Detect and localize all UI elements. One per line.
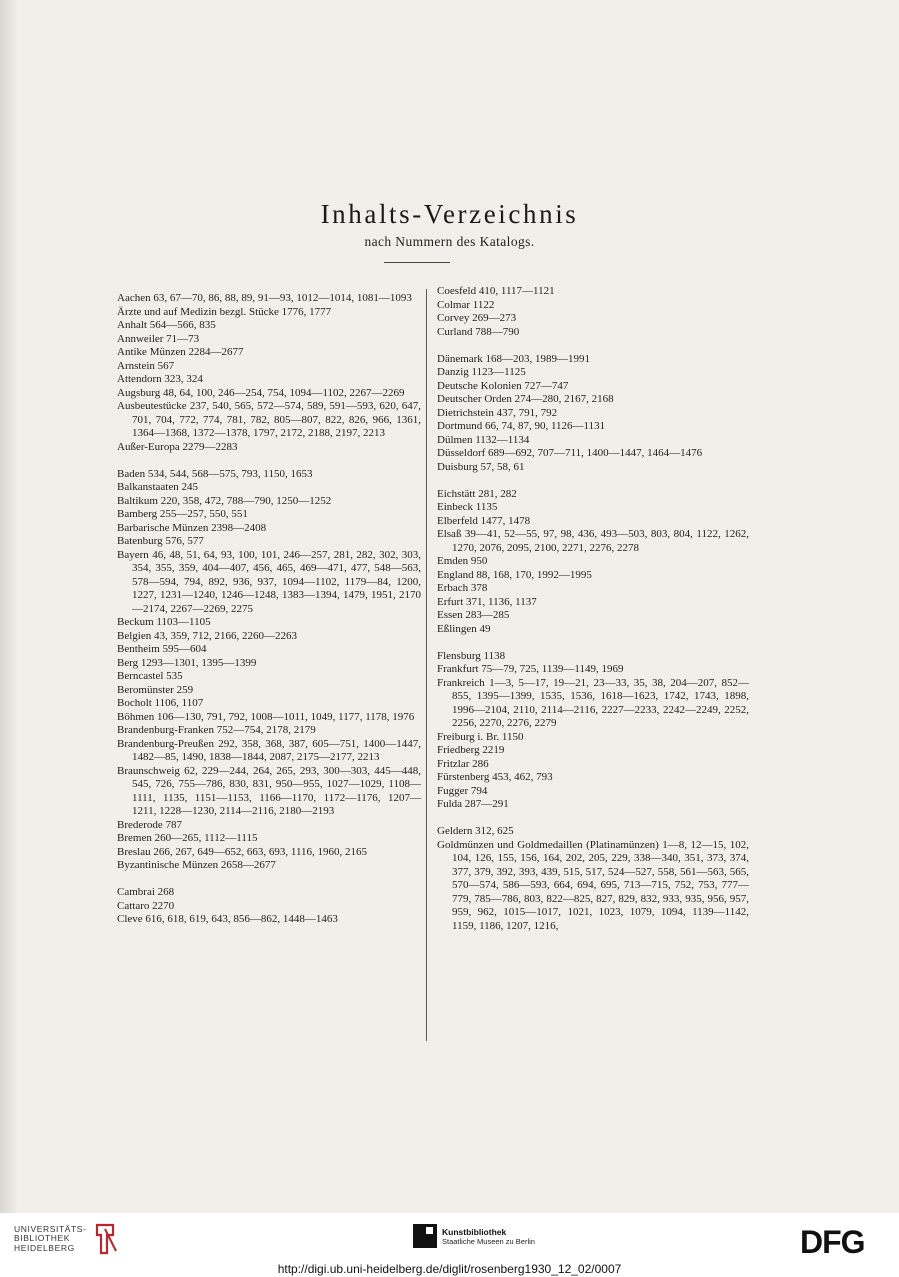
index-entry: Bamberg 255—257, 550, 551 [117, 508, 248, 520]
index-entry: Dülmen 1132—1134 [437, 433, 530, 446]
index-entry: Byzantinische Münzen 2658—2677 [117, 859, 276, 871]
index-entry: Bremen 260—265, 1112—1115 [117, 832, 258, 844]
index-column-left [117, 292, 421, 927]
column-divider [426, 289, 427, 1041]
index-entry: Flensburg 1138 [437, 649, 506, 662]
index-entry: Erbach 378 [437, 582, 488, 594]
page-url[interactable]: http://digi.ub.uni-heidelberg.de/diglit/rosenberg1930_12_02/0007 [277, 1262, 622, 1276]
index-entry: Breslau 266, 267, 649—652, 663, 693, 1116, 1960, 2165 [117, 845, 368, 858]
index-entry: Annweiler 71—73 [117, 332, 200, 345]
index-entry: England 88, 168, 170, 1992—1995 [437, 568, 592, 581]
index-entry: Beckum 1103—1105 [117, 616, 211, 628]
index-entry: Elberfeld 1477, 1478 [437, 514, 531, 527]
index-entry: Beromünster 259 [117, 683, 194, 696]
index-entry: Fritzlar 286 [437, 757, 489, 770]
index-entry: Arnstein 567 [117, 359, 175, 372]
index-entry: Balkanstaaten 245 [117, 481, 198, 493]
index-entry: Curland 788—790 [437, 325, 520, 338]
index-entry: Ausbeutestücke 237, 540, 565, 572—574, 589, 591—593, 620, 647, 701, 704, 772, 774, 781, 782, 805—807, 822, 826, 966, 1361, 1364—1368, 1372—1378, 1797, 2172, 2188, 2197, 2213 [117, 400, 421, 439]
index-entry: Bayern 46, 48, 51, 64, 93, 100, 101, 246—257, 281, 282, 302, 303, 354, 355, 359, 404—407, 456, 465, 469—471, 477, 548—563, 578—594, 794, 892, 936, 937, 1094—1102, 1179—84, 1200, 1227, 1231—1240, 1246—1248, 1383—1394, 1479, 1951, 2170—2174, 2267—2269, 2275 [117, 548, 421, 615]
kunstbibliothek-name: Kunstbibliothek [442, 1226, 507, 1237]
index-entry: Barbarische Münzen 2398—2408 [117, 521, 267, 534]
index-entry: Emden 950 [437, 555, 488, 567]
index-entry: Danzig 1123—1125 [437, 366, 526, 378]
index-entry: Belgien 43, 359, 712, 2166, 2260—2263 [117, 629, 297, 642]
index-entry: Außer-Europa 2279—2283 [117, 440, 238, 453]
index-entry: Fugger 794 [437, 784, 488, 797]
index-entry: Duisburg 57, 58, 61 [437, 460, 525, 473]
heidelberg-seal-icon [93, 1221, 119, 1257]
index-entry: Braunschweig 62, 229—244, 264, 265, 293, 300—303, 445—448, 545, 726, 755—786, 830, 831, 950—955, 1027—1029, 1108—1111, 1135, 1151—1153, 1166—1170, 1172—1176, 1207—1211, 1228—1230, 2114—2116, 2180—2193 [117, 764, 421, 817]
section-gap [437, 812, 749, 826]
index-entry: Friedberg 2219 [437, 744, 505, 756]
index-entry: Cattaro 2270 [117, 899, 175, 912]
kunstbibliothek-subtitle: Staatliche Museen zu Berlin [442, 1236, 535, 1246]
index-entry: Bocholt 1106, 1107 [117, 697, 204, 709]
section-gap [437, 339, 749, 353]
section-gap [117, 454, 421, 468]
index-entry: Ärzte und auf Medizin bezgl. Stücke 1776, 1777 [117, 305, 332, 318]
index-entry: Deutsche Kolonien 727—747 [437, 379, 569, 392]
index-entry: Dietrichstein 437, 791, 792 [437, 406, 558, 419]
index-entry: Coesfeld 410, 1117—1121 [437, 285, 555, 297]
index-entry: Eichstätt 281, 282 [437, 487, 517, 500]
index-entry: Attendorn 323, 324 [117, 373, 203, 385]
index-entry: Freiburg i. Br. 1150 [437, 730, 524, 743]
index-entry: Corvey 269—273 [437, 312, 517, 324]
index-entry: Berncastel 535 [117, 670, 183, 682]
index-entry: Böhmen 106—130, 791, 792, 1008—1011, 1049, 1177, 1178, 1976 [117, 710, 415, 723]
page-title: Inhalts-Verzeichnis [320, 199, 579, 229]
index-entry: Aachen 63, 67—70, 86, 88, 89, 91—93, 1012—1014, 1081—1093 [117, 292, 412, 304]
kunstbibliothek-logo[interactable] [413, 1224, 535, 1248]
index-entry: Erfurt 371, 1136, 1137 [437, 595, 537, 608]
index-entry: Geldern 312, 625 [437, 825, 514, 837]
index-entry: Anhalt 564—566, 835 [117, 319, 216, 331]
index-entry: Düsseldorf 689—692, 707—711, 1400—1447, 1464—1476 [437, 447, 703, 459]
index-entry: Fulda 287—291 [437, 798, 509, 810]
section-gap [437, 474, 749, 488]
index-entry: Berg 1293—1301, 1395—1399 [117, 656, 257, 669]
index-entry: Brederode 787 [117, 818, 183, 831]
index-entry: Cleve 616, 618, 619, 643, 856—862, 1448—1463 [117, 913, 338, 925]
index-entry: Deutscher Orden 274—280, 2167, 2168 [437, 393, 614, 405]
index-entry: Einbeck 1135 [437, 501, 498, 513]
section-gap [437, 636, 749, 650]
index-entry: Fürstenberg 453, 462, 793 [437, 771, 553, 783]
index-entry: Elsaß 39—41, 52—55, 97, 98, 436, 493—503, 803, 804, 1122, 1262, 1270, 2076, 2095, 2100, 2271, 2276, 2278 [437, 528, 749, 554]
index-entry: Dortmund 66, 74, 87, 90, 1126—1131 [437, 420, 606, 432]
index-entry: Essen 283—285 [437, 609, 510, 621]
index-entry: Frankreich 1—3, 5—17, 19—21, 23—33, 35, 38, 204—207, 852—855, 1395—1399, 1535, 1536, 1618—1623, 1742, 1743, 1898, 1996—2104, 2110, 2114—2116, 2227—2233, 2242—2249, 2252, 2256, 2270, 2276, 2279 [437, 676, 749, 729]
index-entry: Baden 534, 544, 568—575, 793, 1150, 1653 [117, 467, 313, 480]
index-entry: Frankfurt 75—79, 725, 1139—1149, 1969 [437, 663, 624, 675]
index-entry: Batenburg 576, 577 [117, 535, 204, 547]
index-entry: Bentheim 595—604 [117, 643, 207, 655]
smb-mark-icon [413, 1224, 437, 1248]
title-divider [384, 262, 450, 263]
index-entry: Brandenburg-Franken 752—754, 2178, 2179 [117, 724, 316, 736]
index-entry: Goldmünzen und Goldmedaillen (Platinamünzen) 1—8, 12—15, 102, 104, 126, 155, 156, 164, 202, 205, 229, 338—340, 351, 373, 374, 377, 379, 392, 393, 439, 515, 517, 524—527, 558, 561—563, 565, 570—574, 586—593, 664, 694, 695, 713—715, 752, 753, 777—779, 785—786, 803, 822—825, 827, 829, 832, 933, 935, 956, 957, 959, 962, 1015—1017, 1021, 1023, 1079, 1094, 1139—1142, 1159, 1186, 1207, 1216, [437, 838, 749, 932]
section-gap [117, 873, 421, 887]
page-subtitle: nach Nummern des Katalogs. [364, 234, 535, 249]
index-entry: Baltikum 220, 358, 472, 788—790, 1250—1252 [117, 494, 332, 507]
index-entry: Eßlingen 49 [437, 622, 491, 635]
index-column-right [437, 285, 749, 933]
university-library-logo[interactable] [14, 1221, 119, 1257]
index-entry: Augsburg 48, 64, 100, 246—254, 754, 1094—1102, 2267—2269 [117, 386, 405, 399]
index-entry: Cambrai 268 [117, 886, 175, 898]
dfg-logo[interactable]: DFG [800, 1224, 865, 1260]
index-entry: Dänemark 168—203, 1989—1991 [437, 352, 591, 365]
index-entry: Antike Münzen 2284—2677 [117, 346, 244, 358]
university-name: UNIVERSITÄTS- BIBLIOTHEK HEIDELBERG [14, 1223, 87, 1253]
index-entry: Colmar 1122 [437, 298, 495, 311]
index-entry: Brandenburg-Preußen 292, 358, 368, 387, 605—751, 1400—1447, 1482—85, 1490, 1838—1844, 2087, 2175—2177, 2213 [117, 737, 421, 763]
